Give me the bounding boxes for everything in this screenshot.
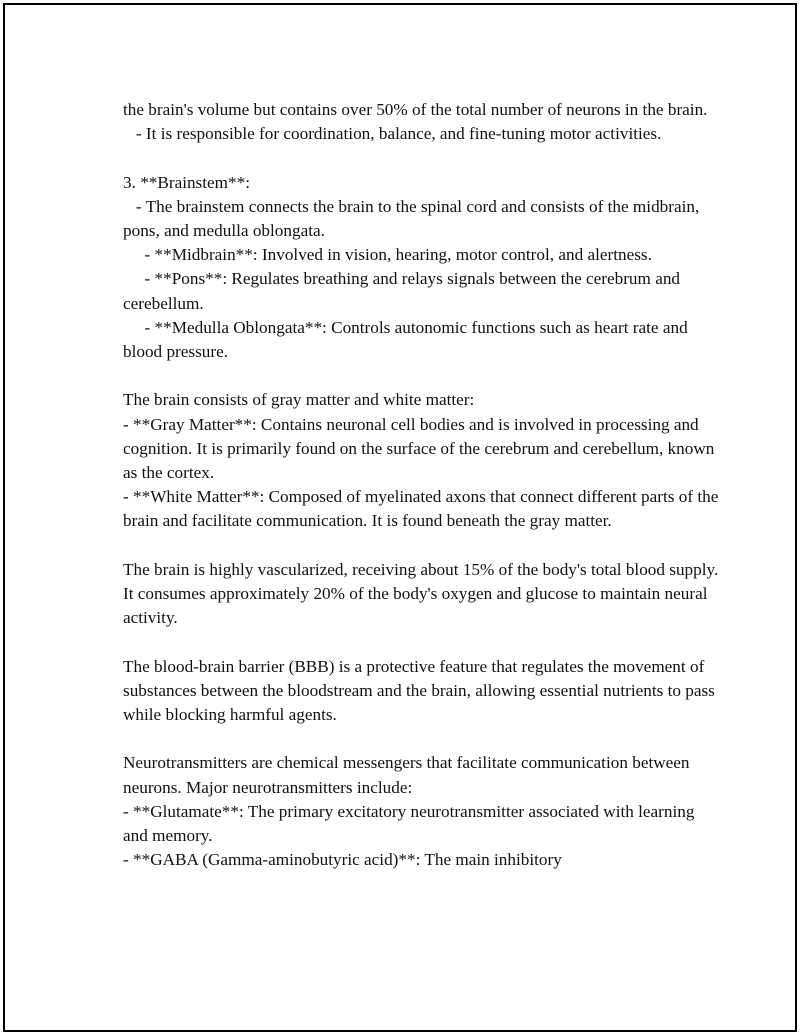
paragraph-gap: [123, 630, 723, 654]
text-line: - **Gray Matter**: Contains neuronal cell bodies and is involved in processing and cognition. It is primarily found on the surface of the cerebrum and cerebellum, known as the cortex.: [123, 414, 719, 483]
paragraph-gap: [123, 534, 723, 558]
text-line: The brain is highly vascularized, receiving about 15% of the body's total blood supply. It consumes approximately 20% of the body's oxygen and glucose to maintain neural activity.: [123, 559, 723, 628]
document-body: [123, 98, 723, 872]
text-line: - It is responsible for coordination, balance, and fine-tuning motor activities.: [123, 124, 662, 144]
text-line: - **GABA (Gamma-aminobutyric acid)**: The main inhibitory: [123, 850, 562, 870]
text-line: The blood-brain barrier (BBB) is a protective feature that regulates the movement of substances between the bloodstream and the brain, allowing essential nutrients to pass while blocking harmful agents.: [123, 656, 720, 725]
text-line: - **Pons**: Regulates breathing and relays signals between the cerebrum and cerebellum.: [123, 269, 685, 313]
text-line: 3. **Brainstem**:: [123, 172, 250, 192]
page-frame: [3, 3, 797, 1032]
paragraph-gap: [123, 364, 723, 388]
text-line: the brain's volume but contains over 50% of the total number of neurons in the brain.: [123, 100, 708, 119]
text-line: Neurotransmitters are chemical messengers that facilitate communication between neurons. Major neurotransmitters include:: [123, 753, 694, 797]
paragraph-gap: [123, 727, 723, 751]
text-line: The brain consists of gray matter and white matter:: [123, 390, 475, 410]
text-line: - The brainstem connects the brain to the spinal cord and consists of the midbrain, pons, and medulla oblongata.: [123, 196, 704, 240]
paragraph-gap: [123, 146, 723, 170]
text-line: - **Glutamate**: The primary excitatory neurotransmitter associated with learning and memory.: [123, 801, 699, 846]
text-line: - **Medulla Oblongata**: Controls autonomic functions such as heart rate and blood pressure.: [123, 317, 692, 362]
text-line: - **Midbrain**: Involved in vision, hearing, motor control, and alertness.: [123, 245, 652, 265]
text-line: - **White Matter**: Composed of myelinated axons that connect different parts of the brain and facilitate communication. It is found beneath the gray matter.: [123, 487, 723, 531]
